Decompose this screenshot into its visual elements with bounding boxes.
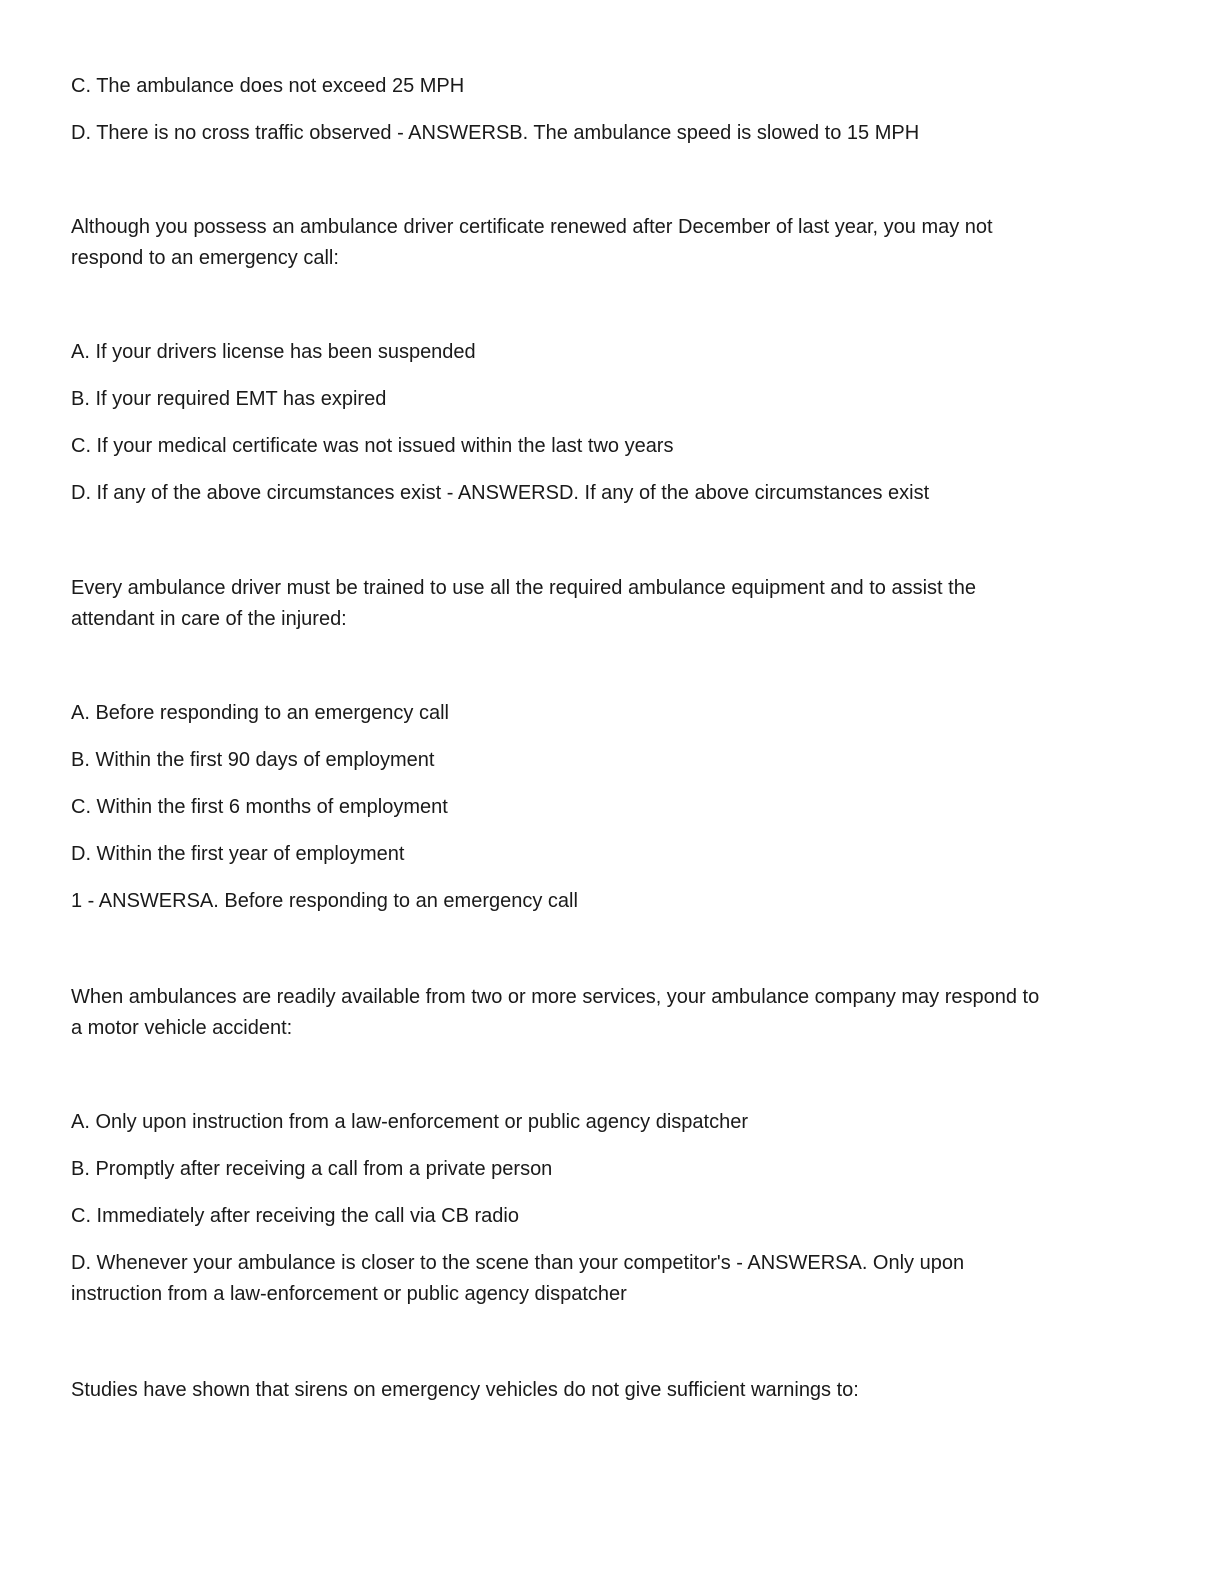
option-d-answer [71, 1248, 1151, 1310]
option-line: instruction from a law-enforcement or public agency dispatcher [71, 1283, 627, 1305]
answer-line: 1 - ANSWERSA. Before responding to an emergency call [71, 890, 578, 912]
question-line: a motor vehicle accident: [71, 1017, 293, 1039]
question-line: attendant in care of the injured: [71, 608, 347, 630]
question-line: Every ambulance driver must be trained to use all the required ambulance equipment and to assist the [71, 577, 976, 599]
option-b: B. Promptly after receiving a call from a private person [71, 1158, 553, 1180]
option-a: A. Before responding to an emergency call [71, 702, 449, 724]
option-c: C. The ambulance does not exceed 25 MPH [71, 75, 465, 97]
question-text [71, 982, 1151, 1044]
option-line: D. Whenever your ambulance is closer to the scene than your competitor's - ANSWERSA. Only upon [71, 1252, 965, 1274]
option-d-answer: D. There is no cross traffic observed - ANSWERSB. The ambulance speed is slowed to 15 MPH [71, 122, 920, 144]
option-c: C. Within the first 6 months of employment [71, 796, 448, 818]
option-d-answer: D. If any of the above circumstances exist - ANSWERSD. If any of the above circumstances exist [71, 482, 930, 504]
option-c: C. Immediately after receiving the call via CB radio [71, 1205, 519, 1227]
question-text [71, 573, 1151, 635]
option-c: C. If your medical certificate was not issued within the last two years [71, 435, 674, 457]
option-b: B. If your required EMT has expired [71, 388, 387, 410]
question-line: When ambulances are readily available from two or more services, your ambulance company may respond to [71, 986, 1040, 1008]
question-text [71, 212, 1151, 274]
option-b: B. Within the first 90 days of employment [71, 749, 435, 771]
question-line: Although you possess an ambulance driver certificate renewed after December of last year, you may not [71, 216, 993, 238]
option-d: D. Within the first year of employment [71, 843, 405, 865]
option-a: A. Only upon instruction from a law-enforcement or public agency dispatcher [71, 1111, 749, 1133]
option-a: A. If your drivers license has been suspended [71, 341, 476, 363]
question-line: respond to an emergency call: [71, 247, 339, 269]
question-text: Studies have shown that sirens on emergency vehicles do not give sufficient warnings to: [71, 1379, 859, 1401]
